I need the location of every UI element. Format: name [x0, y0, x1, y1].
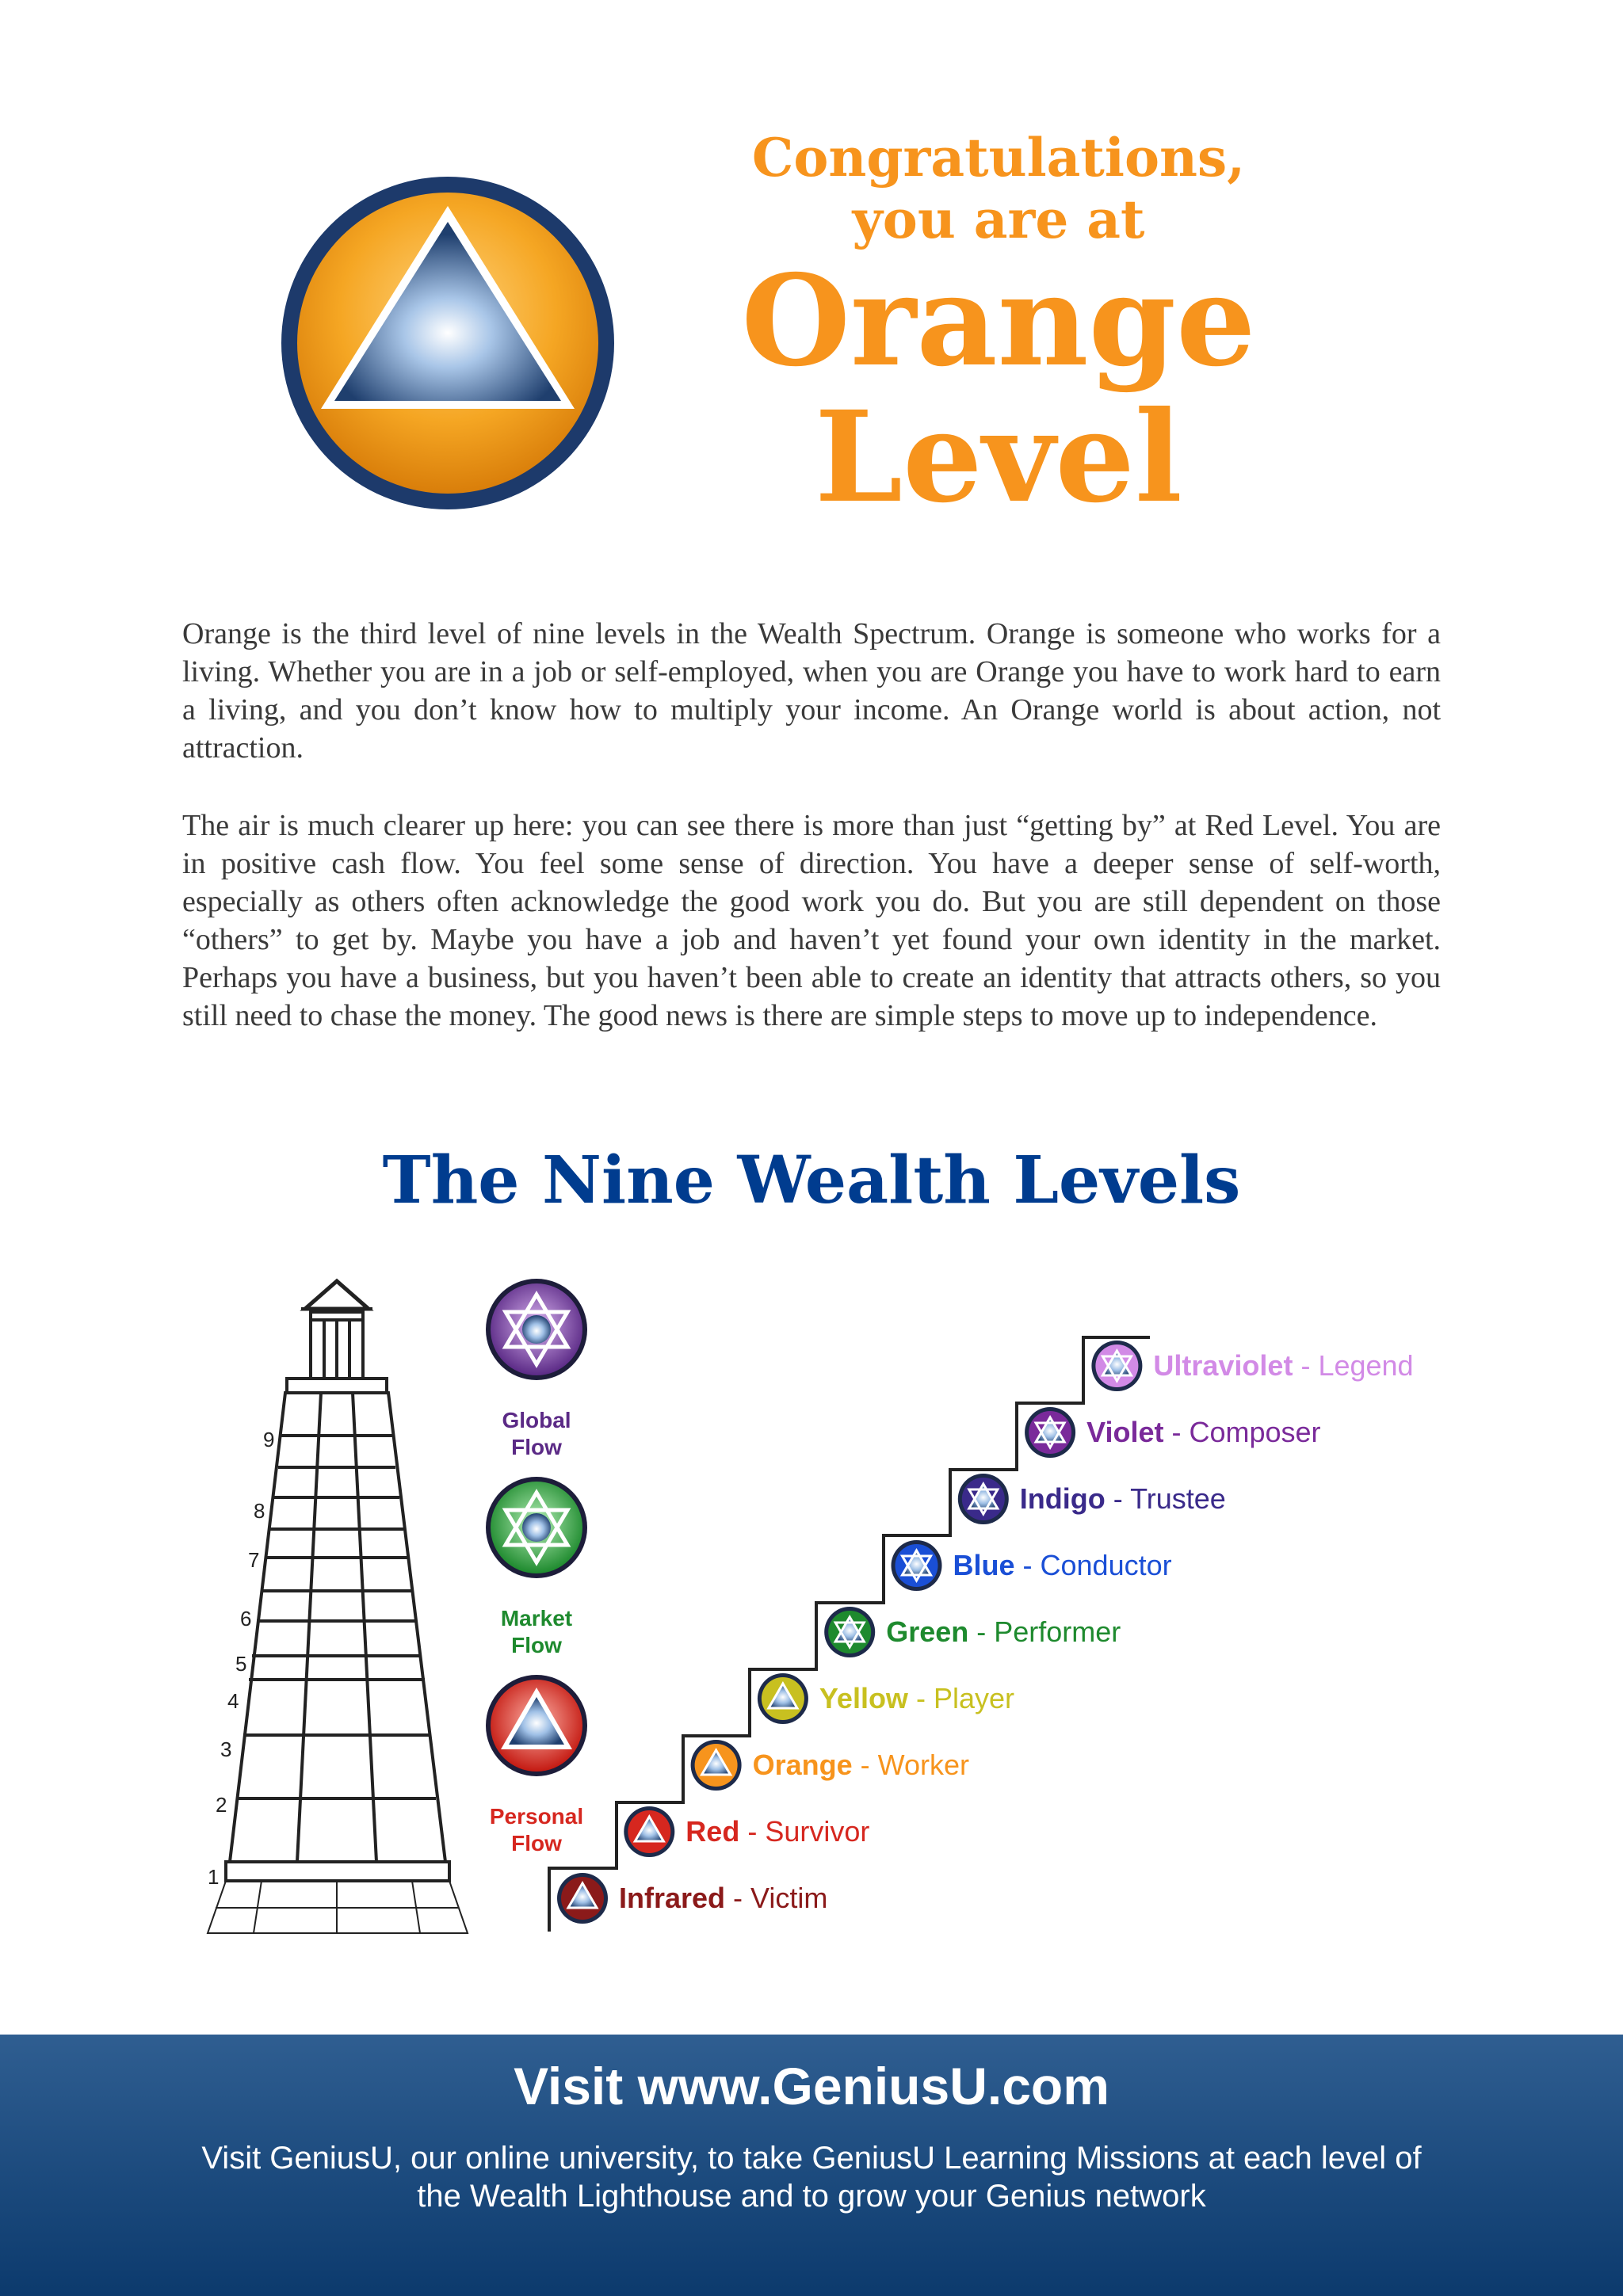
level-row-blue — [892, 1540, 1172, 1591]
level-row-infrared — [557, 1873, 827, 1924]
level-role: Survivor — [765, 1815, 870, 1848]
market-flow-line2: Flow — [511, 1633, 562, 1657]
level-row-orange — [691, 1740, 969, 1791]
triangle-infrared-icon — [557, 1873, 608, 1924]
level-title-line1: Orange — [741, 248, 1256, 395]
level-role: Trustee — [1130, 1482, 1226, 1515]
level-label — [953, 1549, 1172, 1581]
wealth-levels-diagram — [0, 1260, 1623, 1957]
level-label — [1020, 1482, 1226, 1515]
level-separator: - — [907, 1682, 934, 1714]
global-flow-line1: Global — [502, 1408, 571, 1432]
level-role: Performer — [994, 1615, 1121, 1648]
lighthouse-number-6: 6 — [240, 1607, 252, 1630]
level-role: Conductor — [1040, 1549, 1172, 1581]
personal-flow-line2: Flow — [511, 1831, 562, 1855]
level-separator: - — [1014, 1549, 1041, 1581]
level-label — [1153, 1349, 1413, 1382]
triangle-red-icon — [624, 1806, 674, 1857]
star-green-icon — [824, 1607, 875, 1657]
level-role: Worker — [877, 1749, 970, 1781]
level-row-violet — [1025, 1407, 1320, 1458]
level-label — [1086, 1416, 1320, 1448]
intro-paragraph: Orange is the third level of nine levels in the Wealth Spectrum. Orange is someone who works for a living. Whether you are in a job or self-employed, when you are Orange you have to work hard to earn a living, and you don’t know how to multiply your income. An Orange world is about action, not attraction. — [182, 617, 1441, 765]
lighthouse-number-3: 3 — [220, 1737, 232, 1761]
level-separator: - — [739, 1815, 766, 1848]
level-name: Yellow — [819, 1682, 908, 1714]
level-label — [753, 1749, 969, 1781]
level-label — [819, 1682, 1014, 1714]
lighthouse-number-4: 4 — [227, 1689, 239, 1713]
description-paragraph: The air is much clearer up here: you can see there is more than just “getting by” at Red Level. You are in positive cash flow. You feel some sense of direction. You have a deeper sense of self-worth, especially as others often acknowledge the good work you do. But you are still dependent on those “others” to get by. Maybe you have a job and haven’t yet found your own identity in the market. Perhaps you have a business, but you haven’t been able to create an identity that attracts others, so you still need to chase the money. The good news is there are simple steps to move up to independence. — [182, 809, 1441, 1032]
personal-flow-orb-icon — [486, 1675, 587, 1776]
level-role: Composer — [1189, 1416, 1321, 1448]
star-ultraviolet-icon — [1091, 1341, 1142, 1391]
level-role: Legend — [1318, 1349, 1414, 1382]
triangle-orange-icon — [691, 1740, 742, 1791]
level-row-indigo — [958, 1474, 1226, 1524]
lighthouse-number-2: 2 — [216, 1793, 227, 1817]
lighthouse-number-8: 8 — [254, 1499, 265, 1523]
level-name: Green — [886, 1615, 969, 1648]
level-label — [619, 1882, 827, 1914]
level-label — [886, 1615, 1121, 1648]
orange-level-logo-icon — [277, 173, 618, 513]
star-violet-icon — [1025, 1407, 1075, 1458]
level-separator: - — [1293, 1349, 1319, 1382]
lighthouse-number-1: 1 — [208, 1865, 220, 1889]
congrats-line1: Congratulations, — [751, 127, 1246, 189]
level-row-green — [824, 1607, 1121, 1657]
star-blue-icon — [892, 1540, 942, 1591]
level-name: Red — [685, 1815, 740, 1848]
level-role: Player — [933, 1682, 1014, 1714]
level-row-yellow — [758, 1673, 1014, 1724]
global-flow-line2: Flow — [511, 1435, 562, 1459]
level-row-red — [624, 1806, 869, 1857]
lighthouse-number-5: 5 — [235, 1652, 247, 1676]
level-row-ultraviolet — [1091, 1341, 1413, 1391]
level-separator: - — [1163, 1416, 1190, 1448]
market-flow-orb-icon — [486, 1477, 587, 1578]
triangle-yellow-icon — [758, 1673, 808, 1724]
level-separator: - — [1105, 1482, 1131, 1515]
market-flow-line1: Market — [500, 1606, 573, 1630]
personal-flow-line1: Personal — [489, 1804, 584, 1829]
level-name: Orange — [752, 1749, 853, 1781]
level-name: Infrared — [619, 1882, 726, 1914]
level-role: Victim — [750, 1882, 828, 1914]
global-flow-orb-icon — [486, 1279, 587, 1380]
lighthouse-number-9: 9 — [263, 1428, 275, 1451]
level-separator: - — [725, 1882, 751, 1914]
level-separator: - — [968, 1615, 995, 1648]
footer-title[interactable]: Visit www.GeniusU.com — [514, 2057, 1109, 2115]
level-title — [682, 248, 1316, 531]
footer-text: Visit GeniusU, our online university, to take GeniusU Learning Missions at each level of the Wealth Lighthouse and to grow your Genius network — [201, 2141, 1422, 2214]
lighthouse-number-7: 7 — [248, 1548, 260, 1572]
level-title-line2: Level — [815, 384, 1182, 531]
level-name: Indigo — [1019, 1482, 1106, 1515]
star-indigo-icon — [958, 1474, 1009, 1524]
level-label — [685, 1815, 869, 1848]
section-heading: The Nine Wealth Levels — [382, 1142, 1241, 1219]
level-separator: - — [852, 1749, 878, 1781]
congratulations-text — [682, 127, 1316, 250]
level-name: Violet — [1086, 1416, 1164, 1448]
congrats-line2: you are at — [852, 189, 1145, 250]
level-name: Ultraviolet — [1153, 1349, 1293, 1382]
level-name: Blue — [953, 1549, 1015, 1581]
